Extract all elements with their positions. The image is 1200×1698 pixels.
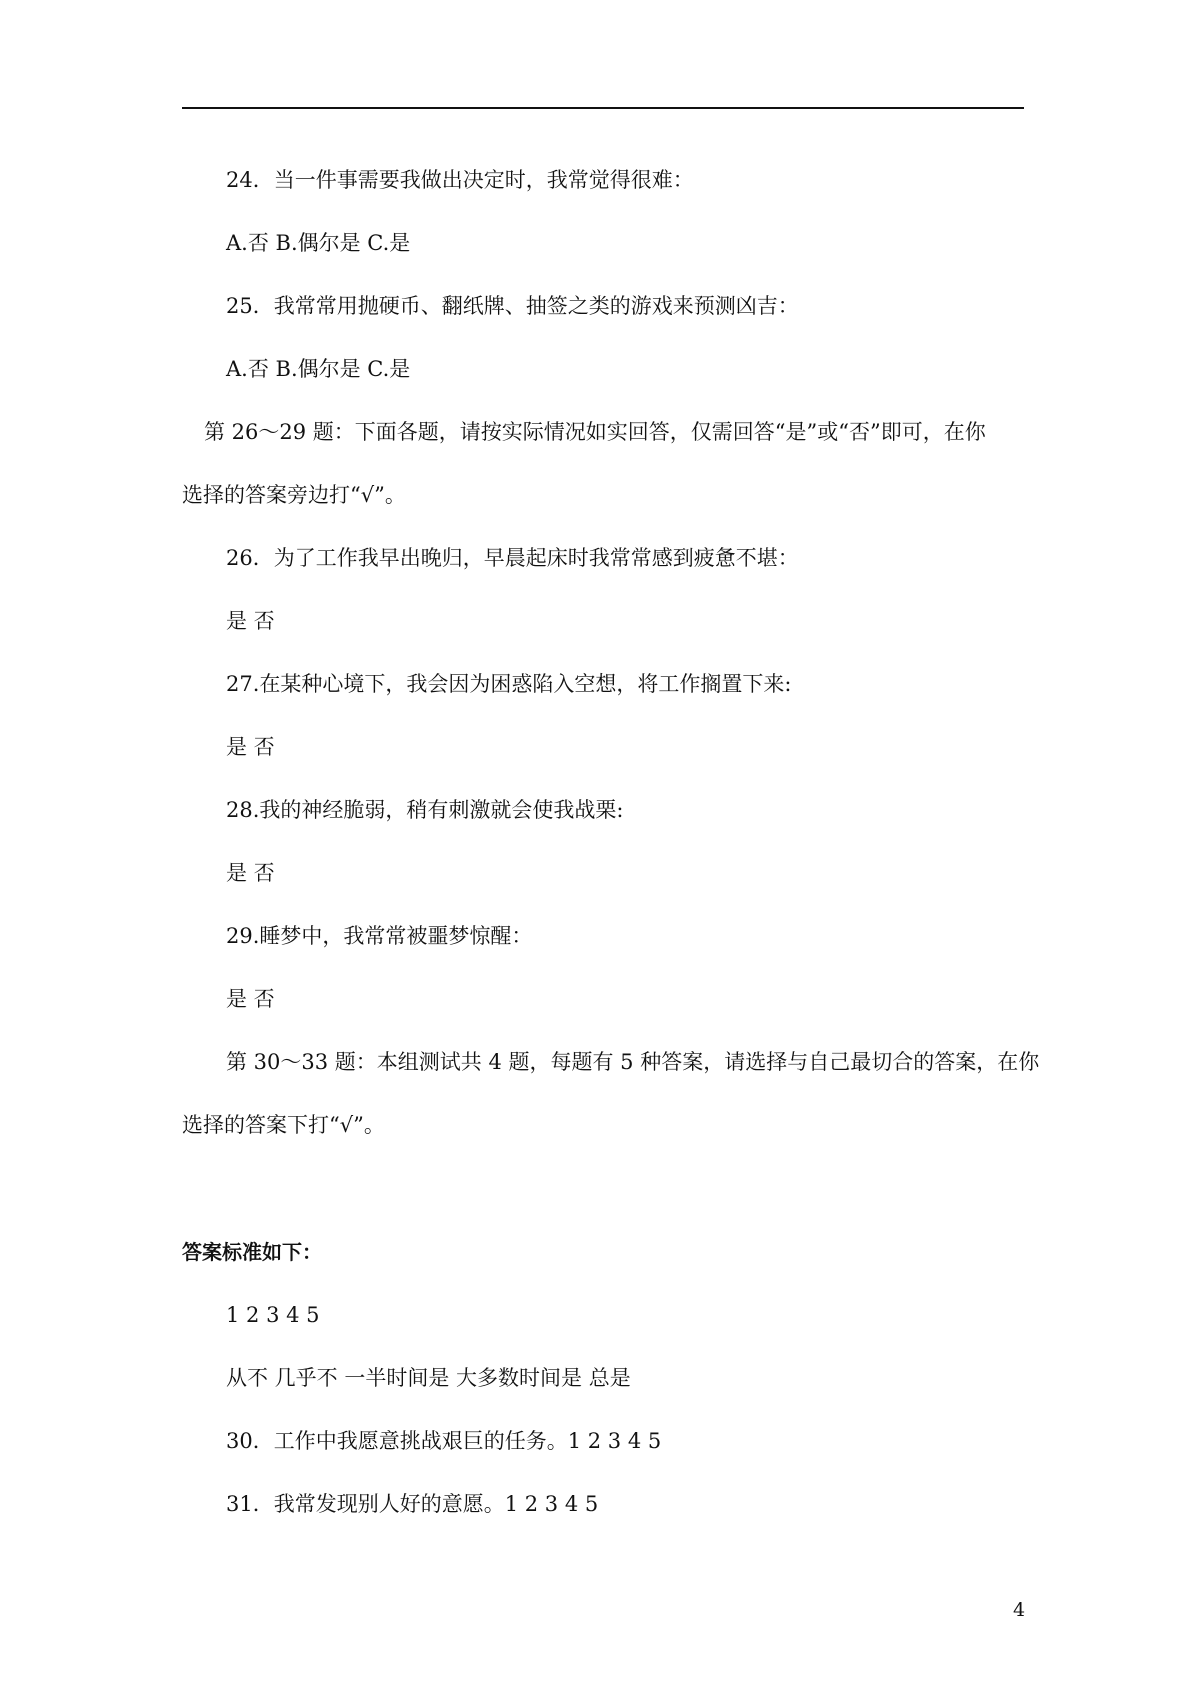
question-26: 26．为了工作我早出晚归，早晨起床时我常常感到疲惫不堪：: [226, 546, 799, 570]
question-25-options: A.否 B.偶尔是 C.是: [226, 357, 411, 381]
question-24-options: A.否 B.偶尔是 C.是: [226, 231, 411, 255]
page-number: 4: [1013, 1599, 1026, 1621]
section-26-29-instructions: 第 26～29 题：下面各题，请按实际情况如实回答，仅需回答“是”或“否”即可，在你: [204, 420, 986, 444]
section-30-33-instructions-cont: 选择的答案下打“√”。: [182, 1113, 385, 1137]
question-29: 29.睡梦中，我常常被噩梦惊醒：: [226, 924, 533, 948]
question-28-options: 是 否: [226, 861, 275, 885]
question-25: 25．我常常用抛硬币、翻纸牌、抽签之类的游戏来预测凶吉：: [226, 294, 799, 318]
header-rule: [182, 107, 1024, 109]
question-24: 24．当一件事需要我做出决定时，我常觉得很难：: [226, 168, 694, 192]
question-29-options: 是 否: [226, 987, 275, 1011]
answer-standard-heading: 答案标准如下：: [182, 1240, 322, 1264]
question-27-options: 是 否: [226, 735, 275, 759]
question-31: 31．我常发现别人好的意愿。1 2 3 4 5: [226, 1492, 599, 1516]
question-30: 30．工作中我愿意挑战艰巨的任务。1 2 3 4 5: [226, 1429, 662, 1453]
scale-labels: 从不 几乎不 一半时间是 大多数时间是 总是: [226, 1366, 631, 1390]
section-30-33-instructions: 第 30～33 题：本组测试共 4 题，每题有 5 种答案，请选择与自己最切合的答案，在你: [226, 1050, 1040, 1074]
question-28: 28.我的神经脆弱，稍有刺激就会使我战栗:: [226, 798, 624, 822]
question-27: 27.在某种心境下，我会因为困惑陷入空想，将工作搁置下来:: [226, 672, 792, 696]
scale-numbers: 1 2 3 4 5: [226, 1303, 320, 1327]
question-26-options: 是 否: [226, 609, 275, 633]
section-26-29-instructions-cont: 选择的答案旁边打“√”。: [182, 483, 406, 507]
